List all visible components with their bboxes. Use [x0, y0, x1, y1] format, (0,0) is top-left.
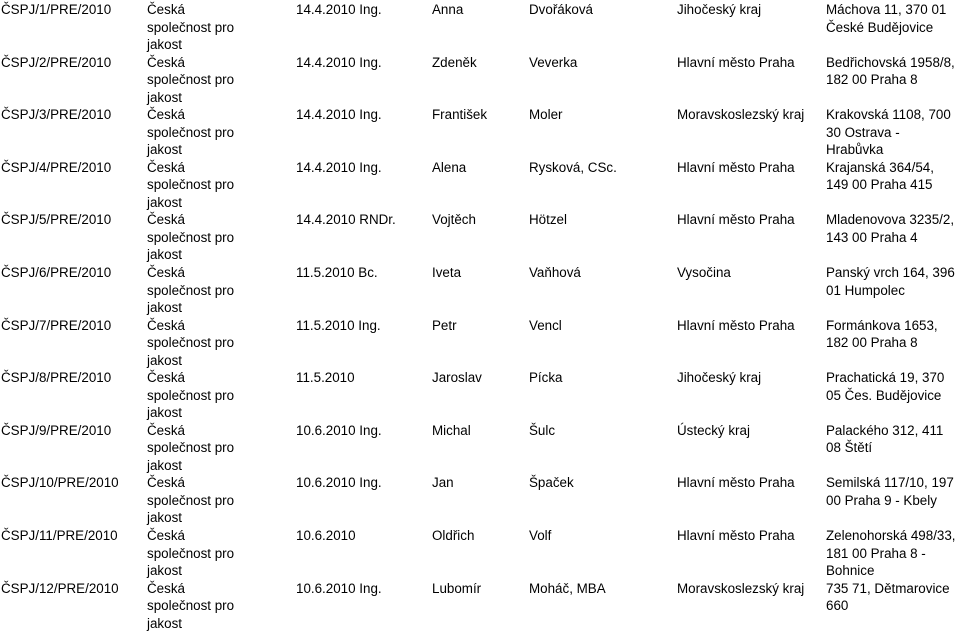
- date-title: 10.6.2010 Ing.: [296, 580, 382, 596]
- address-line: Hrabůvka: [826, 142, 884, 158]
- organization-line: Česká: [147, 2, 185, 17]
- address: [826, 369, 960, 404]
- organization: [147, 264, 234, 317]
- date-title: 11.5.2010 Ing.: [296, 317, 381, 333]
- organization-line: Česká: [147, 159, 185, 175]
- organization-line: společnost pro: [147, 545, 235, 561]
- date-title: 10.6.2010 Ing.: [296, 422, 382, 438]
- record-id: ČSPJ/3/PRE/2010: [1, 107, 112, 123]
- region: Hlavní město Praha: [677, 317, 795, 333]
- organization-line: Česká: [147, 212, 185, 228]
- address: [826, 264, 960, 299]
- region: Jihočeský kraj: [677, 2, 762, 17]
- table-row: [0, 159, 960, 211]
- address-line: 181 00 Praha 8 -: [826, 545, 926, 561]
- address-line: Mladenovova 3235/2,: [826, 212, 955, 228]
- address: [826, 54, 960, 89]
- address-line: Bedřichovská 1958/8,: [826, 54, 955, 70]
- region: Hlavní město Praha: [677, 528, 795, 543]
- record-id: ČSPJ/5/PRE/2010: [1, 212, 112, 228]
- organization-line: jakost: [147, 300, 182, 315]
- region: Ústecký kraj: [677, 422, 750, 438]
- address-line: Zelenohorská 498/33,: [826, 528, 956, 543]
- last-name: Šulc: [529, 422, 556, 438]
- organization-line: společnost pro: [147, 177, 235, 193]
- address-line: Panský vrch 164, 396: [826, 265, 955, 280]
- region: Hlavní město Praha: [677, 212, 795, 228]
- record-id: ČSPJ/11/PRE/2010: [1, 528, 118, 543]
- table-row: [0, 211, 960, 263]
- organization-line: Česká: [147, 107, 185, 123]
- region: Vysočina: [677, 265, 731, 280]
- table-row: [0, 474, 960, 526]
- table-row: [0, 422, 960, 474]
- first-name: Petr: [432, 317, 457, 333]
- last-name: Dvořáková: [529, 2, 594, 17]
- address: [826, 159, 960, 194]
- record-id: ČSPJ/6/PRE/2010: [1, 265, 112, 280]
- date-title: 14.4.2010 RNDr.: [296, 212, 396, 228]
- address-line: 149 00 Praha 415: [826, 177, 933, 193]
- last-name: Špaček: [529, 475, 574, 491]
- last-name: Vaňhová: [529, 265, 581, 280]
- first-name: Anna: [432, 2, 464, 17]
- last-name: Moháč, MBA: [529, 580, 606, 596]
- address-line: 735 71, Dětmarovice: [826, 580, 950, 596]
- organization-line: jakost: [147, 405, 182, 421]
- first-name: Jan: [432, 475, 454, 491]
- organization-line: Česká: [147, 580, 185, 596]
- organization-line: společnost pro: [147, 387, 235, 403]
- organization-line: Česká: [147, 528, 185, 543]
- date-title: 14.4.2010 Ing.: [296, 159, 382, 175]
- region: Jihočeský kraj: [677, 370, 762, 386]
- organization: [147, 54, 234, 107]
- address: [826, 317, 960, 352]
- date-title: 11.5.2010 Bc.: [296, 265, 378, 280]
- address-line: 05 Čes. Budějovice: [826, 387, 942, 403]
- organization-line: jakost: [147, 457, 182, 473]
- address-line: Prachatická 19, 370: [826, 370, 945, 386]
- record-id: ČSPJ/4/PRE/2010: [1, 159, 112, 175]
- last-name: Vencl: [529, 317, 562, 333]
- organization-line: jakost: [147, 247, 182, 263]
- table-row: [0, 527, 960, 579]
- organization-line: společnost pro: [147, 598, 235, 614]
- organization: [147, 580, 234, 632]
- organization-line: společnost pro: [147, 282, 235, 298]
- region: Moravskoslezský kraj: [677, 580, 805, 596]
- last-name: Volf: [529, 528, 552, 543]
- date-title: 14.4.2010 Ing.: [296, 54, 382, 70]
- record-id: ČSPJ/1/PRE/2010: [1, 2, 112, 17]
- organization-line: jakost: [147, 89, 182, 105]
- organization: [147, 474, 234, 527]
- region: Hlavní město Praha: [677, 475, 795, 491]
- address-line: 182 00 Praha 8: [826, 72, 918, 88]
- organization-line: společnost pro: [147, 440, 235, 456]
- date-title: 14.4.2010 Ing.: [296, 2, 382, 17]
- region: Moravskoslezský kraj: [677, 107, 805, 123]
- organization: [147, 106, 234, 159]
- address: [826, 106, 960, 159]
- organization: [147, 527, 234, 580]
- first-name: František: [432, 107, 488, 123]
- organization-line: jakost: [147, 615, 182, 631]
- organization-line: jakost: [147, 510, 182, 526]
- address: [826, 527, 960, 580]
- organization-line: společnost pro: [147, 492, 235, 508]
- organization: [147, 159, 234, 212]
- address-line: 182 00 Praha 8: [826, 335, 918, 351]
- first-name: Jaroslav: [432, 370, 482, 386]
- table-row: [0, 1, 960, 53]
- organization: [147, 1, 234, 54]
- first-name: Alena: [432, 159, 467, 175]
- organization-line: jakost: [147, 352, 182, 368]
- record-id: ČSPJ/2/PRE/2010: [1, 54, 112, 70]
- organization: [147, 369, 234, 422]
- address-line: Bohnice: [826, 563, 875, 578]
- organization-line: jakost: [147, 142, 182, 158]
- address: [826, 1, 960, 36]
- address-line: Semilská 117/10, 197: [826, 475, 954, 491]
- record-id: ČSPJ/12/PRE/2010: [1, 580, 119, 596]
- organization-line: jakost: [147, 37, 182, 52]
- last-name: Veverka: [529, 54, 578, 70]
- first-name: Iveta: [432, 265, 462, 280]
- address-line: Formánkova 1653,: [826, 317, 938, 333]
- last-name: Pícka: [529, 370, 563, 386]
- first-name: Michal: [432, 422, 471, 438]
- organization-line: společnost pro: [147, 335, 235, 351]
- table-row: [0, 317, 960, 369]
- table-row: [0, 264, 960, 316]
- organization-line: Česká: [147, 370, 185, 386]
- address-line: 143 00 Praha 4: [826, 229, 918, 245]
- date-title: 11.5.2010: [296, 370, 355, 386]
- record-id: ČSPJ/8/PRE/2010: [1, 370, 112, 386]
- record-id: ČSPJ/9/PRE/2010: [1, 422, 112, 438]
- address-line: 01 Humpolec: [826, 282, 905, 298]
- date-title: 10.6.2010 Ing.: [296, 475, 382, 491]
- organization-line: Česká: [147, 317, 185, 333]
- address-line: Krakovská 1108, 700: [826, 107, 951, 123]
- record-id: ČSPJ/7/PRE/2010: [1, 317, 112, 333]
- address: [826, 422, 960, 457]
- address: [826, 580, 960, 615]
- address-line: Máchova 11, 370 01: [826, 2, 947, 17]
- organization: [147, 422, 234, 475]
- organization-line: Česká: [147, 475, 185, 491]
- last-name: Hötzel: [529, 212, 567, 228]
- table-row: [0, 369, 960, 421]
- address-line: 660: [826, 598, 849, 614]
- address-line: 08 Štětí: [826, 440, 873, 456]
- table-row: [0, 54, 960, 106]
- organization-line: jakost: [147, 194, 182, 210]
- first-name: Oldřich: [432, 528, 475, 543]
- organization-line: společnost pro: [147, 19, 235, 35]
- address: [826, 211, 960, 246]
- organization-line: Česká: [147, 422, 185, 438]
- address-line: Krajanská 364/54,: [826, 159, 934, 175]
- first-name: Vojtěch: [432, 212, 476, 228]
- organization-line: společnost pro: [147, 124, 235, 140]
- organization-line: jakost: [147, 563, 182, 578]
- first-name: Zdeněk: [432, 54, 477, 70]
- last-name: Rysková, CSc.: [529, 159, 617, 175]
- last-name: Moler: [529, 107, 563, 123]
- organization-line: Česká: [147, 265, 185, 280]
- address: [826, 474, 960, 509]
- address-line: České Budějovice: [826, 19, 934, 35]
- table-row: [0, 106, 960, 158]
- organization-line: Česká: [147, 54, 185, 70]
- first-name: Lubomír: [432, 580, 482, 596]
- date-title: 10.6.2010: [296, 528, 356, 543]
- address-line: 30 Ostrava -: [826, 124, 900, 140]
- region: Hlavní město Praha: [677, 54, 795, 70]
- organization: [147, 211, 234, 264]
- address-line: 00 Praha 9 - Kbely: [826, 492, 937, 508]
- date-title: 14.4.2010 Ing.: [296, 107, 382, 123]
- table-row: [0, 580, 960, 632]
- organization-line: společnost pro: [147, 229, 235, 245]
- organization: [147, 317, 234, 370]
- record-id: ČSPJ/10/PRE/2010: [1, 475, 119, 491]
- region: Hlavní město Praha: [677, 159, 795, 175]
- organization-line: společnost pro: [147, 72, 235, 88]
- address-line: Palackého 312, 411: [826, 422, 944, 438]
